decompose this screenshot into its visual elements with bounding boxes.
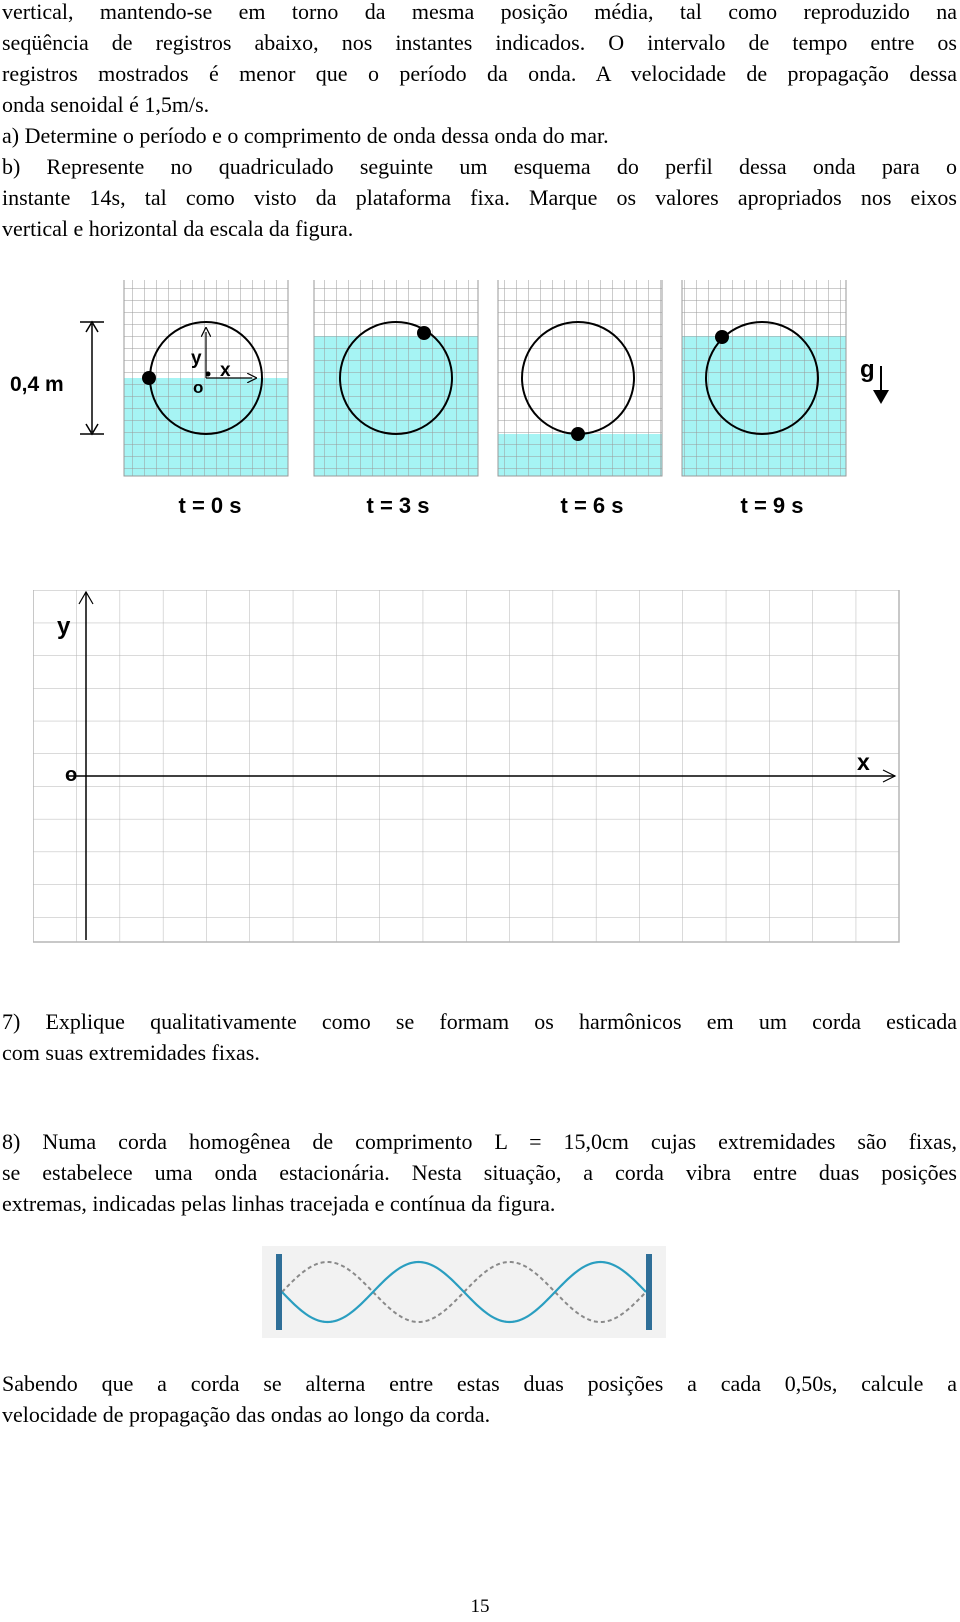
snapshot-panel-t9	[682, 280, 846, 476]
answer-grid-figure	[33, 590, 901, 960]
question-b: b) Represente no quadriculado seguinte um esquema do perfil dessa onda para o	[2, 154, 957, 179]
grid-origin-label: o	[65, 764, 78, 786]
text-line: 8) Numa corda homogênea de comprimento L = 15,0cm cujas extremidades são fixas,	[2, 1129, 957, 1154]
text-line: Sabendo que a corda se alterna entre estas duas posições a cada 0,50s, calcule a	[2, 1371, 957, 1396]
question-8-continuation	[2, 1368, 957, 1430]
buoy-dot	[715, 330, 729, 344]
buoy-dot	[571, 427, 585, 441]
text-line: seqüência de registros abaixo, nos instantes indicados. O intervalo de tempo entre os	[2, 30, 957, 55]
gravity-label: g	[860, 356, 875, 383]
time-label-t3: t = 3 s	[366, 493, 430, 518]
text-line: registros mostrados é menor que o período da onda. A velocidade de propagação dessa	[2, 61, 957, 86]
question-a: a) Determine o período e o comprimento de onda dessa onda do mar.	[2, 123, 609, 148]
axis-y-label: y	[191, 348, 202, 369]
intro-paragraph	[2, 0, 957, 244]
snapshot-panel-t6	[498, 280, 662, 476]
snapshot-panel-t0	[124, 280, 288, 476]
page-number: 15	[470, 1596, 490, 1617]
snapshot-panel-t3	[314, 280, 478, 476]
grid-axis-x-label: x	[857, 749, 870, 775]
standing-wave-figure	[262, 1246, 666, 1338]
buoy-dot	[142, 371, 156, 385]
text-line: 7) Explique qualitativamente como se formam os harmônicos em um corda esticada	[2, 1009, 957, 1034]
question-7	[2, 1006, 957, 1068]
text-line: instante 14s, tal como visto da plataforma fixa. Marque os valores apropriados nos eixos	[2, 185, 957, 210]
text-line: se estabelece uma onda estacionária. Nesta situação, a corda vibra entre duas posições	[2, 1160, 957, 1185]
time-label-t9: t = 9 s	[740, 493, 804, 518]
text-line: velocidade de propagação das ondas ao longo da corda.	[2, 1402, 491, 1427]
text-line: com suas extremidades fixas.	[2, 1040, 260, 1065]
time-label-t6: t = 6 s	[560, 493, 624, 518]
buoy-dot	[417, 326, 431, 340]
text-line: extremas, indicadas pelas linhas tracejada e contínua da figura.	[2, 1191, 556, 1216]
height-dimension	[10, 322, 104, 434]
height-label: 0,4 m	[10, 373, 64, 396]
axis-x-label: x	[220, 360, 231, 381]
text-line: onda senoidal é 1,5m/s.	[2, 92, 210, 117]
right-fixed-end	[646, 1254, 652, 1330]
text-line: vertical, mantendo-se em torno da mesma posição média, tal como reproduzido na	[2, 0, 957, 24]
buoy-snapshots-figure	[0, 280, 960, 530]
left-fixed-end	[276, 1254, 282, 1330]
gravity-indicator	[860, 356, 889, 404]
grid-axis-y-label: y	[57, 613, 71, 640]
time-label-t0: t = 0 s	[178, 493, 242, 518]
origin-label: o	[193, 378, 204, 397]
text-line: vertical e horizontal da escala da figura.	[2, 216, 354, 241]
question-8	[2, 1126, 957, 1219]
